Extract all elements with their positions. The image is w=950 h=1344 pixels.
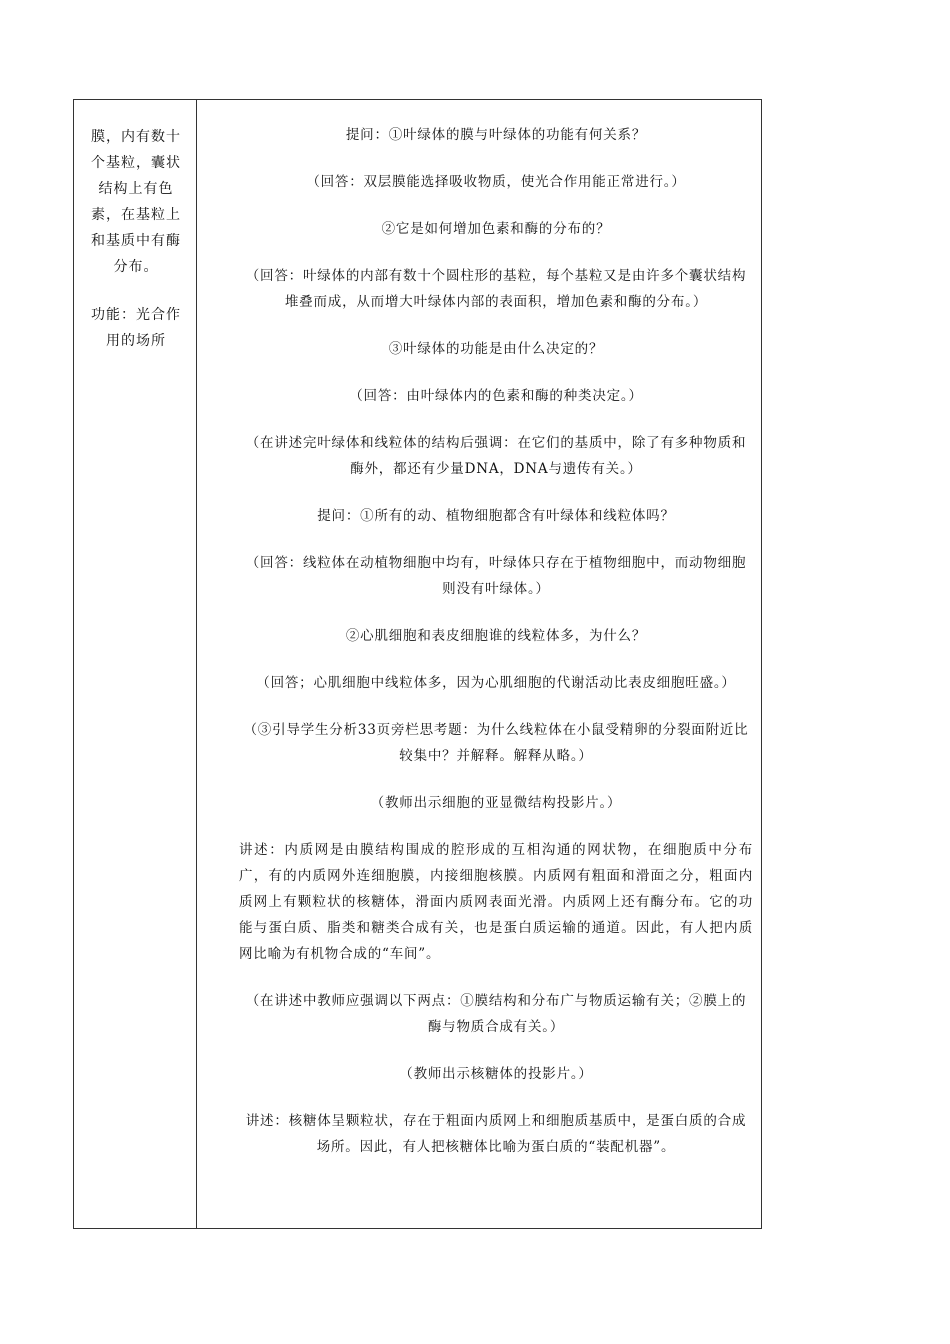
question-paragraph: 提问：①叶绿体的膜与叶绿体的功能有何关系？ [345, 127, 647, 143]
answer-paragraph: （回答：叶绿体的内部有数十个圆柱形的基粒，每个基粒又是由许多个囊状结构堆叠而成，从而增大叶绿体内部的表面积，增加色素和酶的分布。） [245, 268, 747, 310]
lecture-paragraph: 讲述：内质网是由膜结构围成的腔形成的互相沟通的网状物，在细胞质中分布广，有的内质网外连细胞膜，内接细胞核膜。内质网有粗面和滑面之分，粗面内质网上有颗粒状的核糖体，滑面内质网表面光滑。内质网上还有酶分布。它的功能与蛋白质、脂类和糖类合成有关，也是蛋白质运输的通道。因此，有人把内质网比喻为有机物合成的“车间”。 [239, 842, 753, 962]
lecture-paragraph: 讲述：核糖体呈颗粒状，存在于粗面内质网上和细胞质基质中，是蛋白质的合成场所。因此，有人把核糖体比喻为蛋白质的“装配机器”。 [245, 1113, 747, 1155]
structure-note: 膜，内有数十个基粒，囊状结构上有色素，在基粒上和基质中有酶分布。 [91, 129, 181, 275]
question-paragraph: 提问：①所有的动、植物细胞都含有叶绿体和线粒体吗？ [317, 508, 675, 524]
question-paragraph: ③叶绿体的功能是由什么决定的？ [388, 341, 604, 357]
emphasis-paragraph: （在讲述完叶绿体和线粒体的结构后强调：在它们的基质中，除了有多种物质和酶外，都还有少量DNA，DNA与遗传有关。） [245, 435, 747, 477]
guidance-paragraph: （③引导学生分析33页旁栏思考题：为什么线粒体在小鼠受精卵的分裂面附近比较集中？并解释。解释从略。） [243, 722, 749, 764]
question-paragraph: ②它是如何增加色素和酶的分布的？ [381, 221, 611, 237]
question-paragraph: ②心肌细胞和表皮细胞谁的线粒体多，为什么？ [345, 628, 647, 644]
function-note: 功能：光合作用的场所 [91, 307, 181, 349]
answer-paragraph: （回答：双层膜能选择吸收物质，使光合作用能正常进行。） [306, 174, 686, 190]
answer-paragraph: （回答：由叶绿体内的色素和酶的种类决定。） [349, 388, 643, 404]
instruction-paragraph: （教师出示核糖体的投影片。） [399, 1066, 593, 1082]
teaching-process-column [197, 100, 761, 1228]
notes-column [74, 100, 197, 1228]
lesson-table [73, 99, 762, 1229]
instruction-paragraph: （教师出示细胞的亚显微结构投影片。） [370, 795, 622, 811]
emphasis-paragraph: （在讲述中教师应强调以下两点：①膜结构和分布广与物质运输有关；②膜上的酶与物质合成有关。） [245, 993, 747, 1035]
answer-paragraph: （回答：线粒体在动植物细胞中均有，叶绿体只存在于植物细胞中，而动物细胞则没有叶绿体。） [245, 555, 747, 597]
answer-paragraph: （回答；心肌细胞中线粒体多，因为心肌细胞的代谢活动比表皮细胞旺盛。） [256, 675, 736, 691]
